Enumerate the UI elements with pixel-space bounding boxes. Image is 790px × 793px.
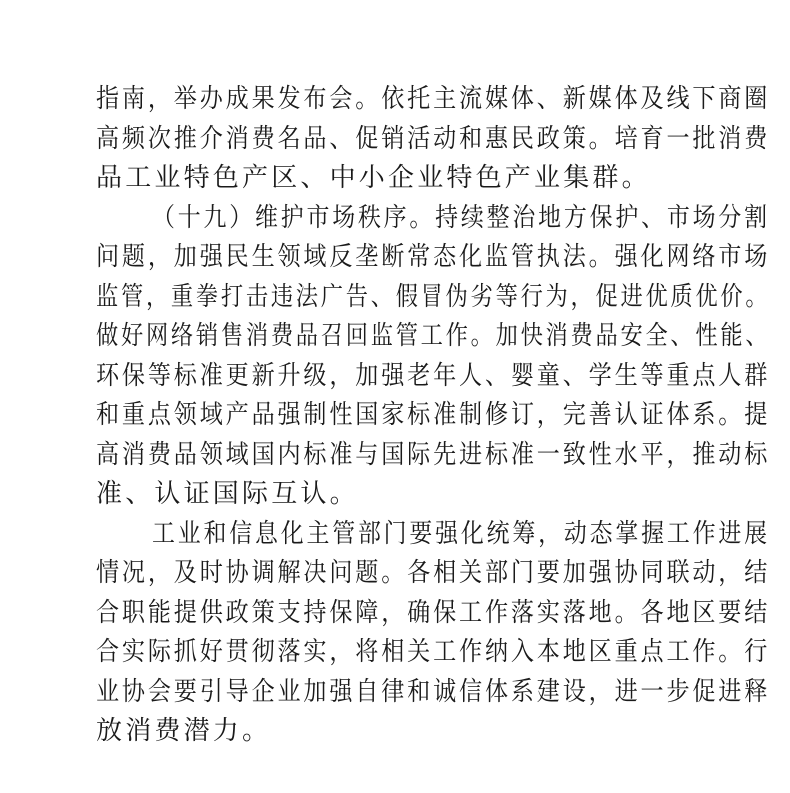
paragraph-line: 和重点领域产品强制性国家标准制修订，完善认证体系。提 (96, 400, 771, 430)
paragraph-line: 准、认证国际互认。 (96, 479, 359, 509)
paragraph-line: 业协会要引导企业加强自律和诚信体系建设，进一步促进释 (96, 676, 771, 707)
paragraph-line: 放消费潜力。 (96, 716, 272, 746)
paragraph-line: 工业和信息化主管部门要强化统筹，动态掌握工作进展 (152, 518, 770, 549)
paragraph-line: 高频次推介消费名品、促销活动和惠民政策。培育一批消费 (96, 123, 771, 154)
paragraph-line: 监管，重拳打击违法广告、假冒伪劣等行为，促进优质优价。 (96, 281, 771, 312)
paragraph-line: 情况，及时协调解决问题。各相关部门要加强协同联动，结 (96, 558, 771, 588)
paragraph-line: 做好网络销售消费品召回监管工作。加快消费品安全、性能、 (96, 321, 771, 351)
section-heading-line: （十九）维护市场秩序。持续整治地方保护、市场分割 (152, 202, 770, 233)
paragraph-line: 问题，加强民生领域反垄断常态化监管执法。强化网络市场 (96, 242, 771, 272)
paragraph-line: 高消费品领域国内标准与国际先进标准一致性水平，推动标 (96, 439, 771, 470)
paragraph-line: 合实际抓好贯彻落实，将相关工作纳入本地区重点工作。行 (96, 637, 771, 667)
paragraph-line: 品工业特色产区、中小企业特色产业集群。 (96, 163, 651, 193)
paragraph-line: 环保等标准更新升级，加强老年人、婴童、学生等重点人群 (96, 360, 771, 391)
paragraph-line: 合职能提供政策支持保障，确保工作落实落地。各地区要结 (96, 597, 771, 628)
paragraph-line: 指南，举办成果发布会。依托主流媒体、新媒体及线下商圈 (96, 84, 771, 114)
